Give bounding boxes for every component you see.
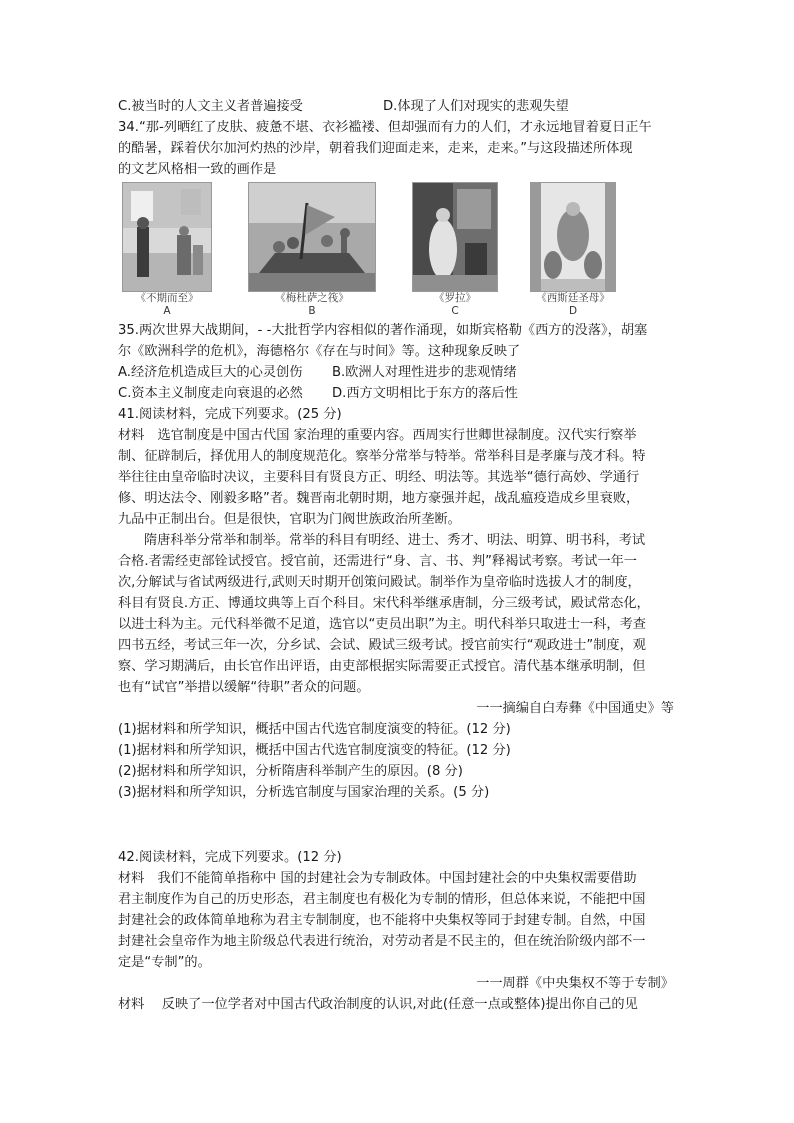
q34-stem-line-3: 的文艺风格相一致的画作是	[118, 162, 277, 177]
painting-c-image	[412, 182, 498, 292]
q35-option-d[interactable]: D.西方文明相比于东方的落后性	[332, 386, 518, 401]
q41-para2-line-3: 次,分解试与省试两级进行,武则天时期开创策问殿试。制举作为皇帝临时选拔人才的制度，	[118, 575, 641, 590]
q41-para2-line-7: 察、学习期满后，由长官作出评语，由吏部根据实际需要正式授官。清代基本继承明制，但	[118, 659, 646, 674]
q41-para1-line-4: 修、明达法令、刚毅多略”者。魏晋南北朝时期，地方豪强并起，战乱瘟疫造成乡里衰败，	[118, 491, 640, 506]
exam-page	[118, 96, 676, 1015]
q35-option-c[interactable]: C.资本主义制度走向衰退的必然	[118, 386, 303, 401]
q41-para2-line-5: 以进士科为主。元代科举微不足道，选官以“吏员出职”为主。明代科举只取进士一科，考查	[118, 617, 646, 632]
q42-heading: 42.阅读材料，完成下列要求。(12 分)	[118, 850, 342, 865]
q42-source: 一一周群《中央集权不等于专制》	[476, 976, 674, 991]
painting-c-title: 《罗拉》	[434, 292, 476, 304]
q33-option-d[interactable]: D.体现了人们对现实的悲观失望	[383, 99, 569, 114]
q35-stem-line-2: 尔《欧洲科学的危机》，海德格尔《存在与时间》等。这种现象反映了	[118, 344, 521, 359]
painting-a-title: 《不期而至》	[135, 292, 199, 304]
q35-options-row-1	[118, 362, 676, 383]
q41-para1-line-5: 九品中正制出台。但是很快，官职为门阀世族政治所垄断。	[118, 512, 461, 527]
q41-para2-line-1: 隋唐科举分常举和制举。常举的科目有明经、进士、秀才、明法、明算、明书科，考试	[144, 533, 646, 548]
painting-d-letter: D	[568, 305, 578, 317]
q34-stem-line-2: 的酷暑，踩着伏尔加河灼热的沙岸，朝着我们迎面走来，走来，走来。”与这段描述所体现	[118, 141, 633, 156]
painting-d-image	[530, 182, 616, 292]
q41-para2-line-2: 合格.者需经吏部铨试授官。授官前，还需进行“身、言、书、判”释褐试考察。考试一年一	[118, 554, 637, 569]
q42-para-line-5: 定是“专制”的。	[118, 955, 211, 970]
painting-b-title: 《梅杜萨之筏》	[275, 292, 349, 304]
painting-a-letter: A	[163, 305, 171, 317]
painting-c-letter: C	[451, 305, 459, 317]
painting-a-image	[122, 182, 212, 292]
q42-para-line-2: 君主制度作为自己的历史形态，君主制度也有极化为专制的情形，但总体来说，不能把中国	[118, 892, 646, 907]
q41-question-3: (3)据材料和所学知识，分析选官制度与国家治理的关系。(5 分)	[118, 785, 490, 800]
q35-option-b[interactable]: B.欧洲人对理性进步的悲观情绪	[332, 365, 517, 380]
painting-b-image	[248, 182, 376, 292]
q41-question-1-dup: (1)据材料和所学知识，概括中国古代选官制度演变的特征。(12 分)	[118, 743, 511, 758]
blank-spacer	[118, 803, 676, 847]
q41-source: 一一摘编自白寿彝《中国通史》等	[476, 701, 674, 716]
q33-option-c[interactable]: C.被当时的人文主义者普遍接受	[118, 99, 303, 114]
q42-para-line-3: 封建社会的政体简单地称为君主专制制度，也不能将中央集权等同于封建专制。自然，中国	[118, 913, 646, 928]
q41-heading: 41.阅读材料，完成下列要求。(25 分)	[118, 407, 342, 422]
painting-option-a[interactable]	[122, 182, 212, 318]
q41-question-1: (1)据材料和所学知识，概括中国古代选官制度演变的特征。(12 分)	[118, 722, 511, 737]
q42-para-line-1: 材料 我们不能简单指称中 国的封建社会为专制政体。中国封建社会的中央集权需要借助	[118, 871, 637, 886]
q34-stem-line-1: 34.“那-列晒红了皮肤、疲惫不堪、衣衫褴褛、但却强而有力的人们，才永远地冒着夏日正午	[118, 120, 652, 135]
q42-last-line: 材料 反映了一位学者对中国古代政治制度的认识,对此(任意一点或整体)提出你自己的见	[118, 997, 638, 1012]
painting-option-d[interactable]	[530, 182, 616, 318]
q41-para1-line-2: 制、征辟制后，择优用人的制度规范化。察举分常举与特举。常举科目是孝廉与茂才科。特	[118, 449, 646, 464]
q34-painting-options	[118, 182, 676, 320]
q35-stem-line-1: 35.两次世界大战期间，- -大批哲学内容相似的著作涌现，如斯宾格勒《西方的没落》，胡塞	[118, 323, 648, 338]
painting-b-letter: B	[308, 305, 316, 317]
q41-para2-line-8: 也有“试官”举措以缓解“待职”者众的问题。	[118, 680, 370, 695]
q35-option-a[interactable]: A.经济危机造成巨大的心灵创伤	[118, 365, 303, 380]
q42-para-line-4: 封建社会皇帝作为地主阶级总代表进行统治，对劳动者是不民主的，但在统治阶级内部不一	[118, 934, 646, 949]
q41-para2-line-4: 科目有贤良.方正、博通坟典等上百个科目。宋代科举继承唐制，分三级考试，殿试常态化，	[118, 596, 650, 611]
q35-options-row-2	[118, 383, 676, 404]
q41-para1-line-1: 材料 选官制度是中国古代国 家治理的重要内容。西周实行世卿世禄制度。汉代实行察举	[118, 428, 637, 443]
painting-option-c[interactable]	[412, 182, 498, 318]
painting-option-b[interactable]	[248, 182, 376, 318]
q33-options-row	[118, 96, 676, 117]
painting-d-title: 《西斯廷圣母》	[536, 292, 610, 304]
q41-question-2: (2)据材料和所学知识，分析隋唐科举制产生的原因。(8 分)	[118, 764, 463, 779]
q41-para1-line-3: 举往往由皇帝临时决议，主要科目有贤良方正、明经、明法等。其选举“德行高妙、学通行	[118, 470, 640, 485]
q41-para2-line-6: 四书五经，考试三年一次，分乡试、会试、殿试三级考试。授官前实行“观政进士”制度，观	[118, 638, 646, 653]
